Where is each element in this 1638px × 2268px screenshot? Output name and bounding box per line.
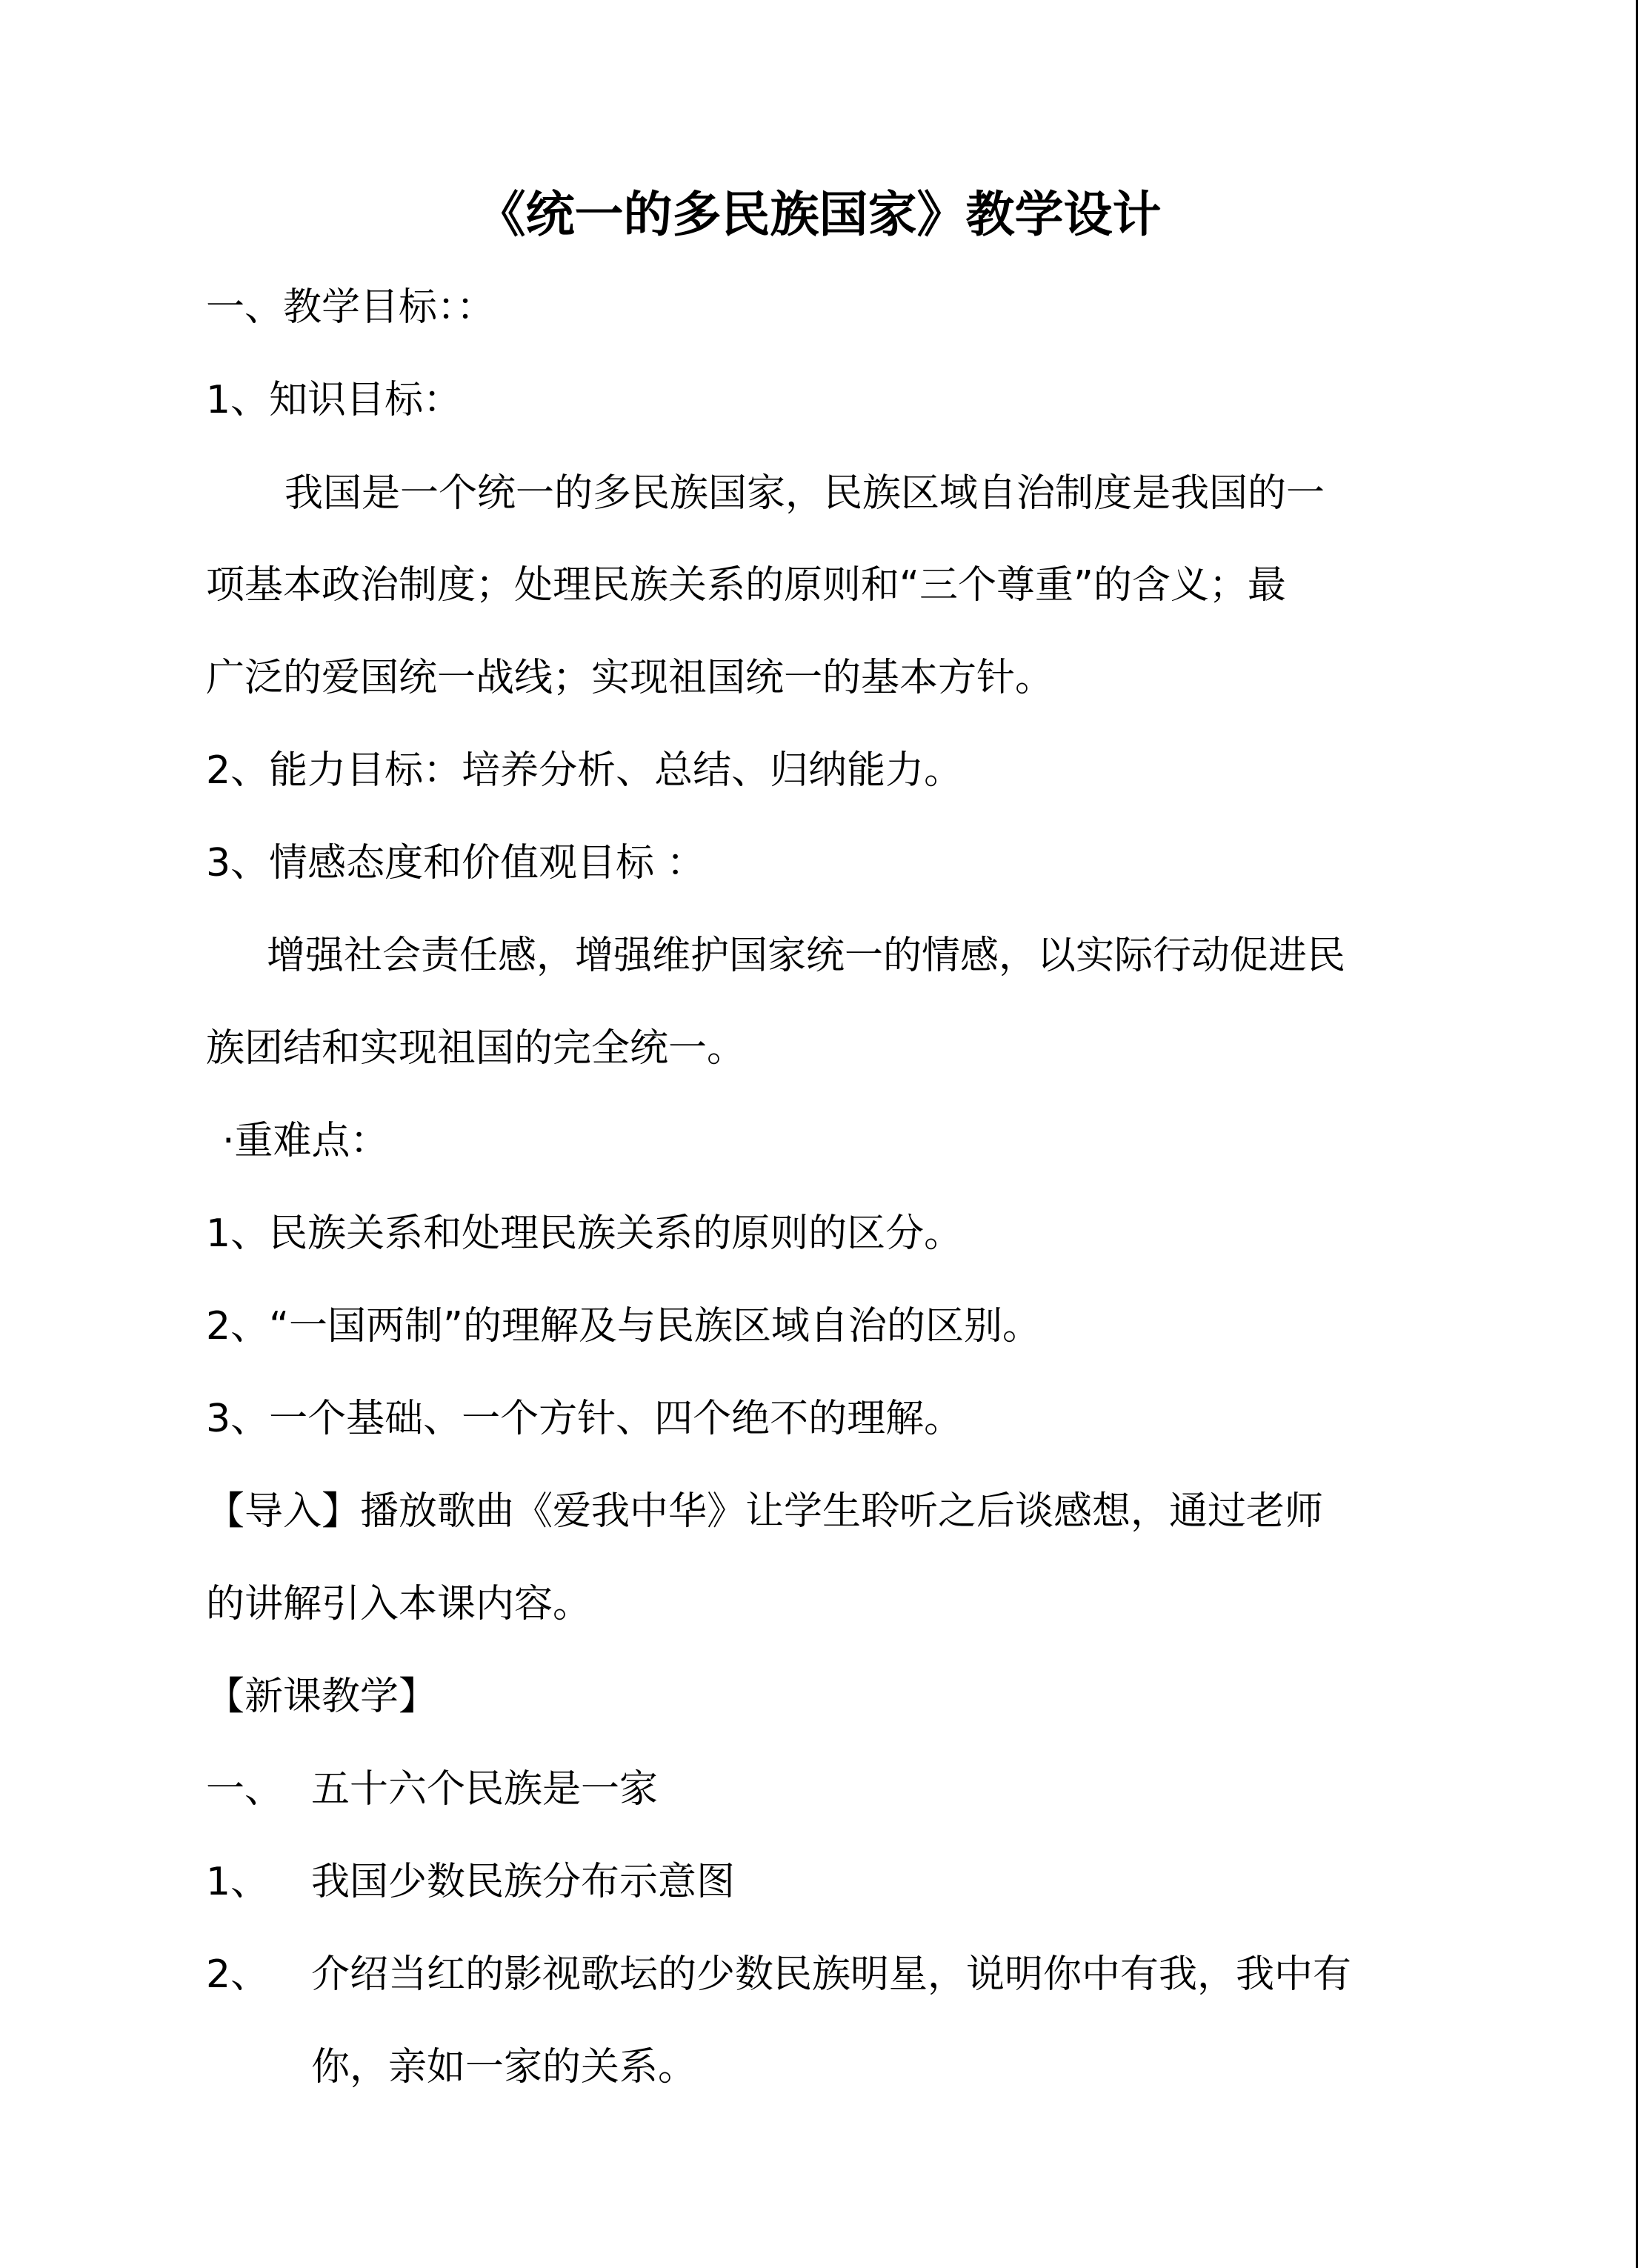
paragraph-line: 增强社会责任感，增强维护国家统一的情感，以实际行动促进民 xyxy=(267,934,1346,978)
list-item-number: 1、 xyxy=(206,1860,270,1904)
attitude-objective-heading: 3、情感态度和价值观目标 ： xyxy=(206,841,705,885)
list-item xyxy=(206,1945,1351,2004)
section-heading-objectives: 一、教学目标：： xyxy=(206,285,496,330)
paragraph-line: 我国是一个统一的多民族国家，民族区域自治制度是我国的一 xyxy=(284,471,1325,516)
document-title: 《统一的多民族国家》教学设计 xyxy=(476,186,1162,243)
knowledge-objective-heading: 1、知识目标： xyxy=(206,378,462,422)
introduction-line: 【导入】播放歌曲《爱我中华》让学生聆听之后谈感想，通过老师 xyxy=(206,1489,1324,1534)
list-item-text: 我国少数民族分布示意图 xyxy=(311,1860,736,1904)
list-item-text: 介绍当红的影视歌坛的少数民族明星，说明你中有我，我中有 xyxy=(311,1952,1352,1997)
difficulty-item: 3、一个基础、一个方针、四个绝不的理解。 xyxy=(206,1397,963,1441)
paragraph-line: 项基本政治制度；处理民族关系的原则和“三个尊重”的含义；最 xyxy=(206,563,1286,608)
new-lesson-heading: 【新课教学】 xyxy=(206,1675,438,1719)
list-item-continuation: 你，亲如一家的关系。 xyxy=(311,2045,697,2089)
introduction-line: 的讲解引入本课内容。 xyxy=(206,1582,592,1626)
list-item-number: 一、 xyxy=(206,1767,284,1812)
list-item-number: 2、 xyxy=(206,1952,270,1997)
list-item xyxy=(206,1852,735,1912)
difficulty-item: 2、“一国两制”的理解及与民族区域自治的区别。 xyxy=(206,1304,1041,1349)
list-item xyxy=(206,1760,658,1819)
key-difficulties-heading: ·重难点： xyxy=(222,1119,389,1163)
list-item-text: 五十六个民族是一家 xyxy=(311,1767,659,1812)
difficulty-item: 1、民族关系和处理民族关系的原则的区分。 xyxy=(206,1211,963,1256)
paragraph-line: 族团结和实现祖国的完全统一。 xyxy=(206,1026,746,1071)
ability-objective-line: 2、能力目标：培养分析、总结、归纳能力。 xyxy=(206,748,963,793)
paragraph-line: 广泛的爱国统一战线；实现祖国统一的基本方针。 xyxy=(206,656,1054,700)
